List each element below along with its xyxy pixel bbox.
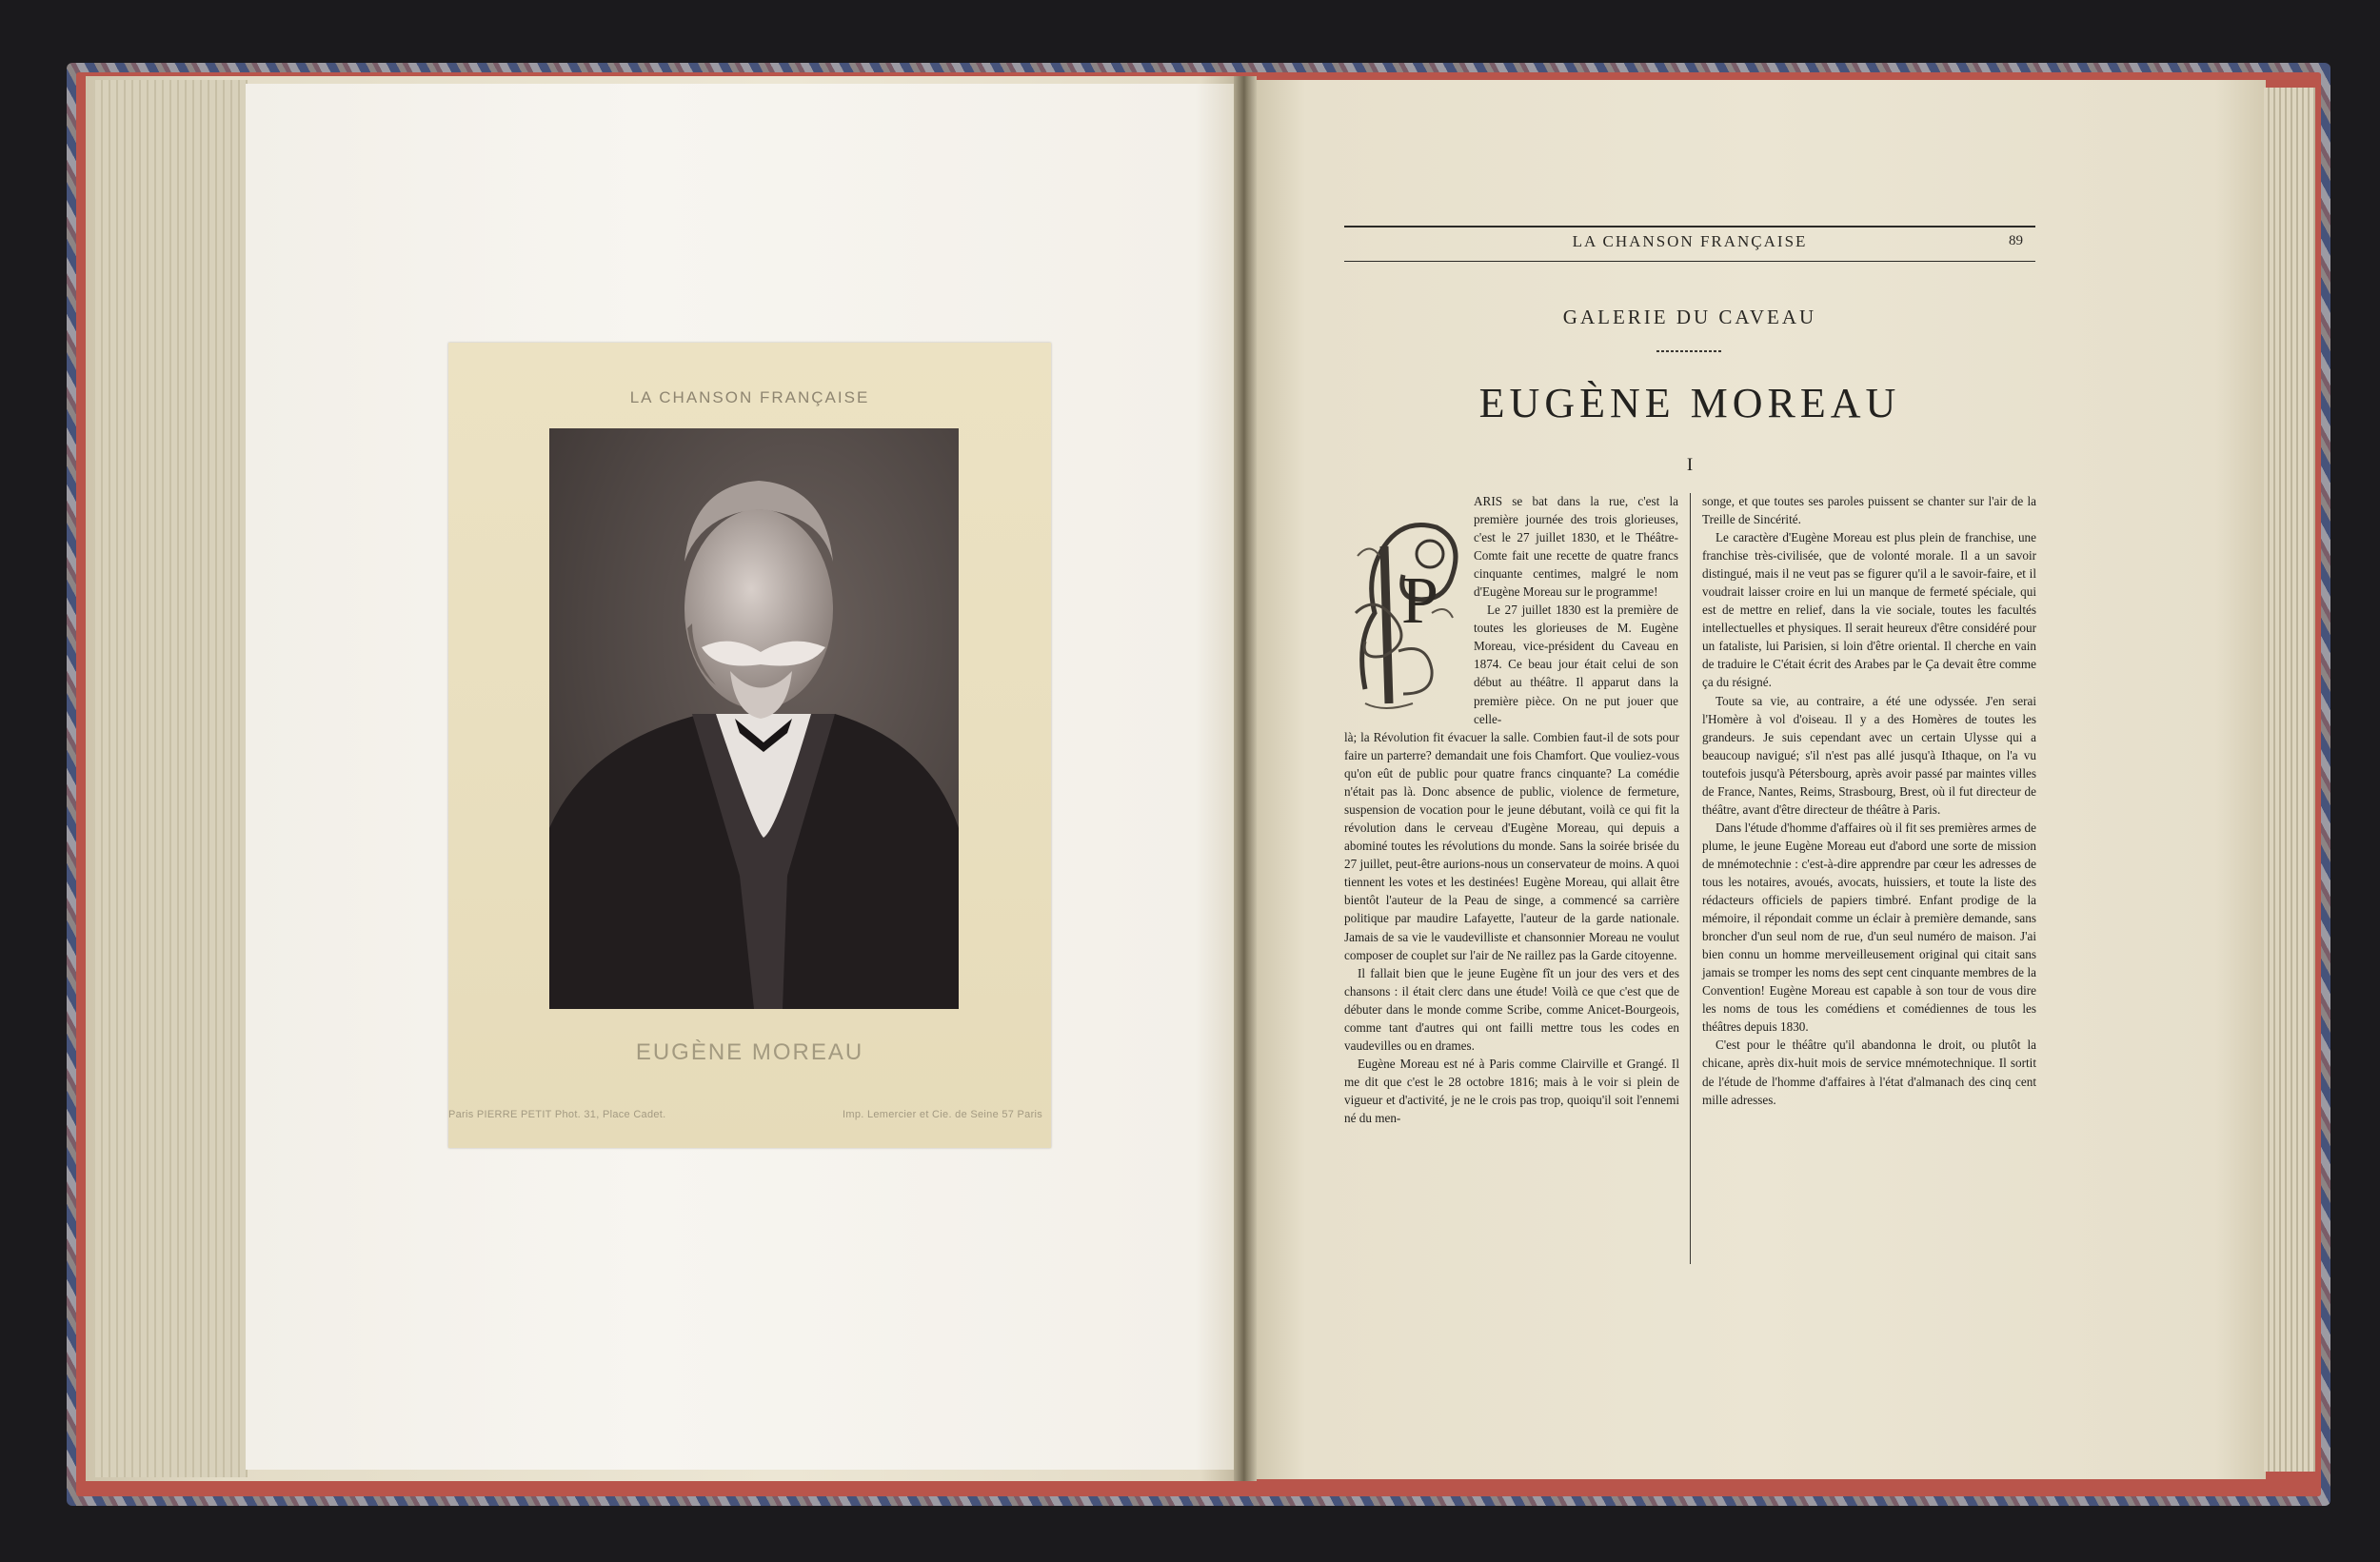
right-page-stack	[2264, 88, 2315, 1472]
header-rule-top	[1344, 226, 2035, 227]
article-title: EUGÈNE MOREAU	[1478, 380, 1901, 426]
decorated-initial	[1346, 499, 1470, 720]
section-title: GALERIE DU CAVEAU	[1562, 306, 1817, 328]
photographer-credit: Paris PIERRE PETIT Phot. 31, Place Cadet.	[448, 1109, 666, 1120]
chapter-number: I	[1686, 455, 1694, 475]
left-page-stack	[95, 80, 248, 1477]
column-2	[1702, 492, 2036, 1109]
paragraph: Eugène Moreau est né à Paris comme Clairville et Grangé. Il me dit que c'est le 28 octobre 1816; mais à le voir si plein de vigueur et d'activité, je ne le crois pas trop, quoiqu'il soit l'ennemi né du men-	[1344, 1056, 1679, 1125]
header-rule-bottom	[1344, 261, 2035, 262]
paragraph: ARIS se bat dans la rue, c'est la première journée des trois glorieuses, c'est le 27 juillet 1830, et le Théâtre-Comte fait une recette de quatre francs cinquante centimes, malgré le nom d'Eugène Moreau sur le programme!	[1474, 494, 1678, 600]
paragraph: C'est pour le théâtre qu'il abandonna le droit, ou plutôt la chicane, après dix-huit mois de service mnémotechnique. Il sortit de l'étude de l'homme d'affaires à l'état d'almanach des cinq cent mille adresses.	[1702, 1038, 2036, 1107]
column-1-narrow	[1474, 492, 1678, 728]
paragraph: Il fallait bien que le jeune Eugène fît un jour des vers et des chansons : il était clerc dans une étude! Voilà ce que c'est que de débuter dans le monde comme Scribe, comme Anicet-Bourgeois, comme tant d'autres qui ont failli mettre tous les codes en vaudevilles ou en drames.	[1344, 965, 1679, 1053]
column-1-wide	[1344, 728, 1679, 1127]
photo-plate	[448, 343, 1051, 1148]
column-divider	[1690, 493, 1691, 1264]
plate-caption: EUGÈNE MOREAU	[635, 1039, 864, 1065]
paragraph: Le 27 juillet 1830 est la première de toutes les glorieuses de M. Eugène Moreau, vice-président du Caveau en 1874. Ce beau jour était celui de son début au théâtre. Il apparut dans la première pièce. On ne put jouer que celle-	[1474, 603, 1678, 726]
book-gutter	[1234, 76, 1257, 1481]
printer-credit: Imp. Lemercier et Cie. de Seine 57 Paris	[843, 1109, 1043, 1120]
paragraph: Toute sa vie, au contraire, a été une odyssée. J'en serai l'Homère à vol d'oiseau. Il y a des Homères de toutes les grandeurs. Je suis cependant avec un certain Ulysse qui a beaucoup navigué; s'il n'est pas allé jusqu'à Ithaque, on l'a vu toutefois jusqu'à Pétersbourg, après avoir passé par maintes villes de France, Nantes, Reims, Strasbourg, Brest, où il fut directeur de théâtre, avant d'être directeur de théâtre à Paris.	[1702, 693, 2036, 817]
paragraph: Le caractère d'Eugène Moreau est plus plein de franchise, une franchise très-civilisée, que de volonté morale. Il a un savoir distingué, mais il ne veut pas se figurer qu'il a le savoir-faire, et il voudrait laisser croire en lui un manque de fermeté spéciale, qui est de mettre en relief, dans la vie sociale, toutes les facultés intellectuelles et physiques. Il serait heureux d'être considéré pour un fataliste, lui Parisien, si loin d'être oriental. Il cherche en vain de traduire le C'était écrit des Arabes par le Ça devait être comme ça du résigné.	[1702, 530, 2036, 690]
plate-title: LA CHANSON FRANÇAISE	[629, 388, 870, 406]
page-number: 89	[2009, 233, 2023, 248]
portrait-photo	[549, 428, 959, 1009]
paragraph: là; la Révolution fit évacuer la salle. Combien faut-il de sots pour faire un parterre? demandait une fois Chamfort. Que vouliez-vous qu'on eût de public pour quatre francs cinquante? La comédie n'était pas là. Donc absence de public, violence de fermeture, suspension de vocation pour le jeune débutant, voilà ce qui fit la révolution dans le cerveau d'Eugène Moreau, qui depuis a abominé toutes les révolutions du monde. Sans la soirée brisée du 27 juillet, peut-être aurions-nous un conservateur de moins. A quoi tiennent les votes et les destinées! Eugène Moreau, qui allait être bientôt l'auteur de la Peau de singe, a commencé sa carrière politique par maudire Lafayette, l'auteur de la garde nationale. Jamais de sa vie le vaudevilliste et chansonnier Moreau ne voulut composer de couplet sur l'air de Ne raillez pas la Garde citoyenne.	[1344, 730, 1679, 962]
paragraph: Dans l'étude d'homme d'affaires où il fit ses premières armes de plume, le jeune Eugène Moreau eut d'abord une sorte de mission de mnémotechnie : c'est-à-dire apprendre par cœur les adresses de tous les notaires, avoués, avocats, huissiers, et toute la liste des rédacteurs officiels de papiers timbré. Enfant prodige de la mémoire, il répondait comme un éclair à première demande, sans broncher d'un seul nom de rue, d'un seul numéro de maison. J'ai bien connu un homme merveilleusement original qui citait sans jamais se tromper les noms des sept cent cinquante membres de la Convention! Eugène Moreau est capable à son tour de vous dire les noms de tous les comédiens et comédiennes de tous les théâtres depuis 1830.	[1702, 820, 2036, 1035]
dropcap-letter: P	[1401, 564, 1438, 638]
running-head: LA CHANSON FRANÇAISE	[1572, 232, 1808, 250]
paragraph: songe, et que toutes ses paroles puissent se chanter sur l'air de la Treille de Sincérité.	[1702, 494, 2036, 527]
ornament-rule	[1656, 350, 1723, 352]
